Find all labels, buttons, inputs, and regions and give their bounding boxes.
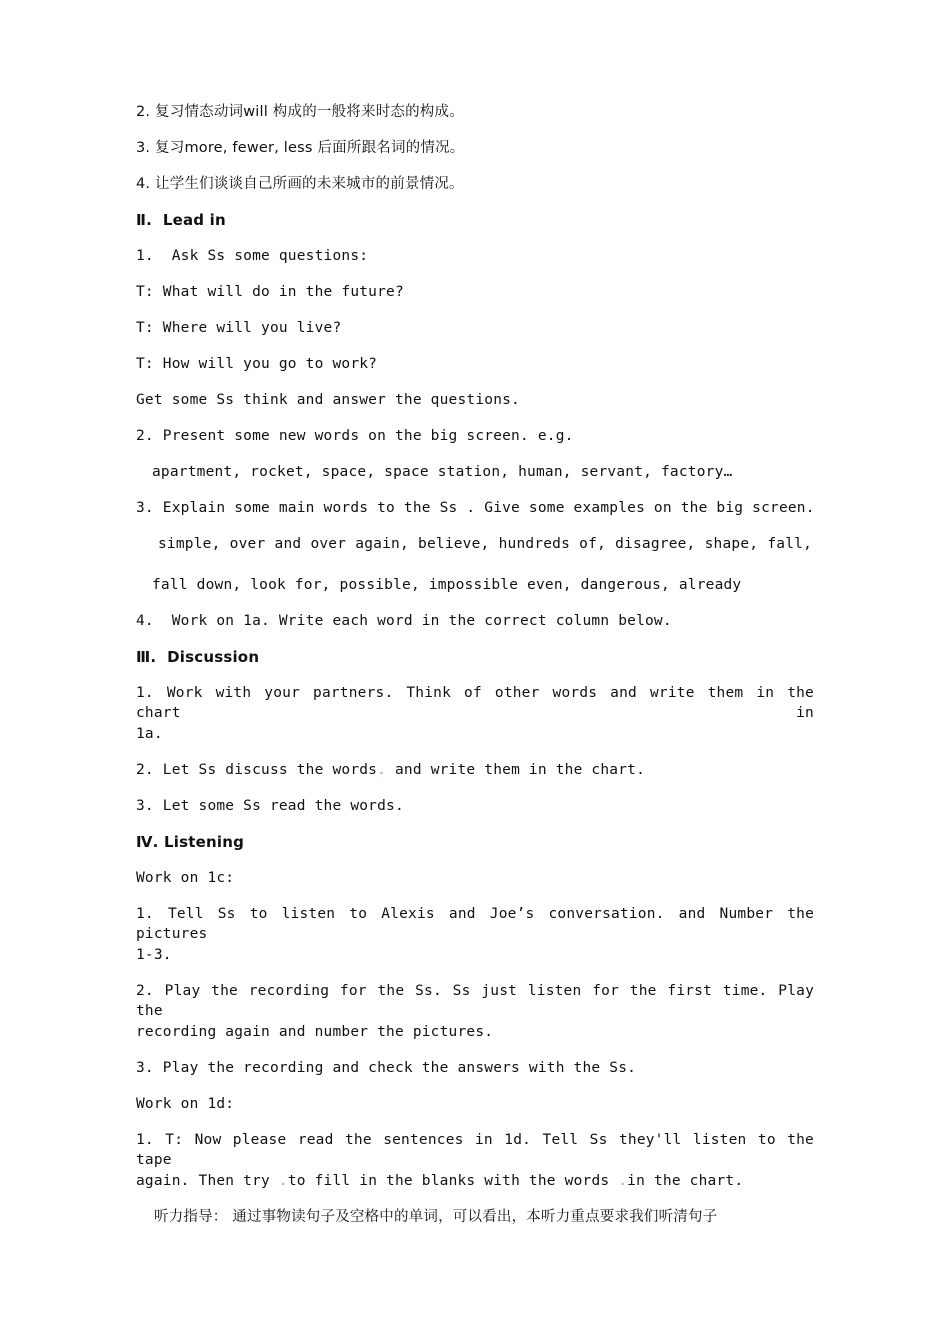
objective-2: 2. 复习情态动词will 构成的一般将来时态的构成。 <box>136 104 464 120</box>
stray-mark: . <box>278 1173 288 1189</box>
lead-in-step-3: 3. Explain some main words to the Ss . Give some examples on the big screen. <box>136 500 815 516</box>
section-heading-lead-in: Ⅱ. Lead in <box>136 211 226 229</box>
stray-mark: . <box>618 1173 628 1189</box>
section-heading-discussion: Ⅲ. Discussion <box>136 648 260 666</box>
listening-1c-step-3: 3. Play the recording and check the answers with the Ss. <box>136 1060 637 1076</box>
stray-mark: . <box>377 762 387 778</box>
listening-1d-text-b: to fill in the blanks with the words <box>287 1173 619 1189</box>
main-words-line-1: simple, over and over again, believe, hundreds of, disagree, shape, fall, <box>158 536 812 552</box>
discussion-step-1-cont: 1a. <box>136 726 163 742</box>
main-words-line-2: fall down, look for, possible, impossible even, dangerous, already <box>152 577 742 593</box>
listening-guidance: 听力指导： 通过事物读句子及空格中的单词，可以看出，本听力重点要求我们听清句子 <box>154 1209 718 1225</box>
discussion-step-2 <box>136 760 826 780</box>
lead-in-step-4: 4. Work on 1a. Write each word in the correct column below. <box>136 613 672 629</box>
section-heading-listening: Ⅳ. Listening <box>136 833 245 851</box>
listening-1d-text-a: again. Then try <box>136 1173 279 1189</box>
objective-3: 3. 复习more, fewer, less 后面所跟名词的情况。 <box>136 140 465 156</box>
discussion-step-2-text-b: and write them in the chart. <box>386 762 646 778</box>
subheading-1c: Work on 1c: <box>136 870 235 886</box>
listening-1c-step-2-cont: recording again and number the pictures. <box>136 1024 494 1040</box>
listening-1c-step-2: 2. Play the recording for the Ss. Ss just listen for the first time. Play the <box>136 983 814 1019</box>
question-3: T: How will you go to work? <box>136 356 378 372</box>
listening-1c-step-1: 1. Tell Ss to listen to Alexis and Joe’s conversation. and Number the pictures <box>136 906 814 942</box>
new-words-list: apartment, rocket, space, space station, human, servant, factory… <box>152 464 733 480</box>
lead-in-step-2: 2. Present some new words on the big screen. e.g. <box>136 428 574 444</box>
listening-1d-step-1-cont <box>136 1171 826 1191</box>
subheading-1d: Work on 1d: <box>136 1096 235 1112</box>
lead-in-instruction: Get some Ss think and answer the questions. <box>136 392 520 408</box>
listening-1d-step-1: 1. T: Now please read the sentences in 1d. Tell Ss they'll listen to the tape <box>136 1132 814 1168</box>
discussion-step-3: 3. Let some Ss read the words. <box>136 798 404 814</box>
listening-1c-step-1-cont: 1-3. <box>136 947 172 963</box>
discussion-step-2-text-a: 2. Let Ss discuss the words <box>136 762 378 778</box>
objective-4: 4. 让学生们谈谈自己所画的未来城市的前景情况。 <box>136 176 464 192</box>
question-2: T: Where will you live? <box>136 320 342 336</box>
question-1: T: What will do in the future? <box>136 284 404 300</box>
discussion-step-1: 1. Work with your partners. Think of other words and write them in the chart in <box>136 685 814 721</box>
listening-1d-text-c: in the chart. <box>627 1173 744 1189</box>
lead-in-step-1: 1. Ask Ss some questions: <box>136 248 369 264</box>
